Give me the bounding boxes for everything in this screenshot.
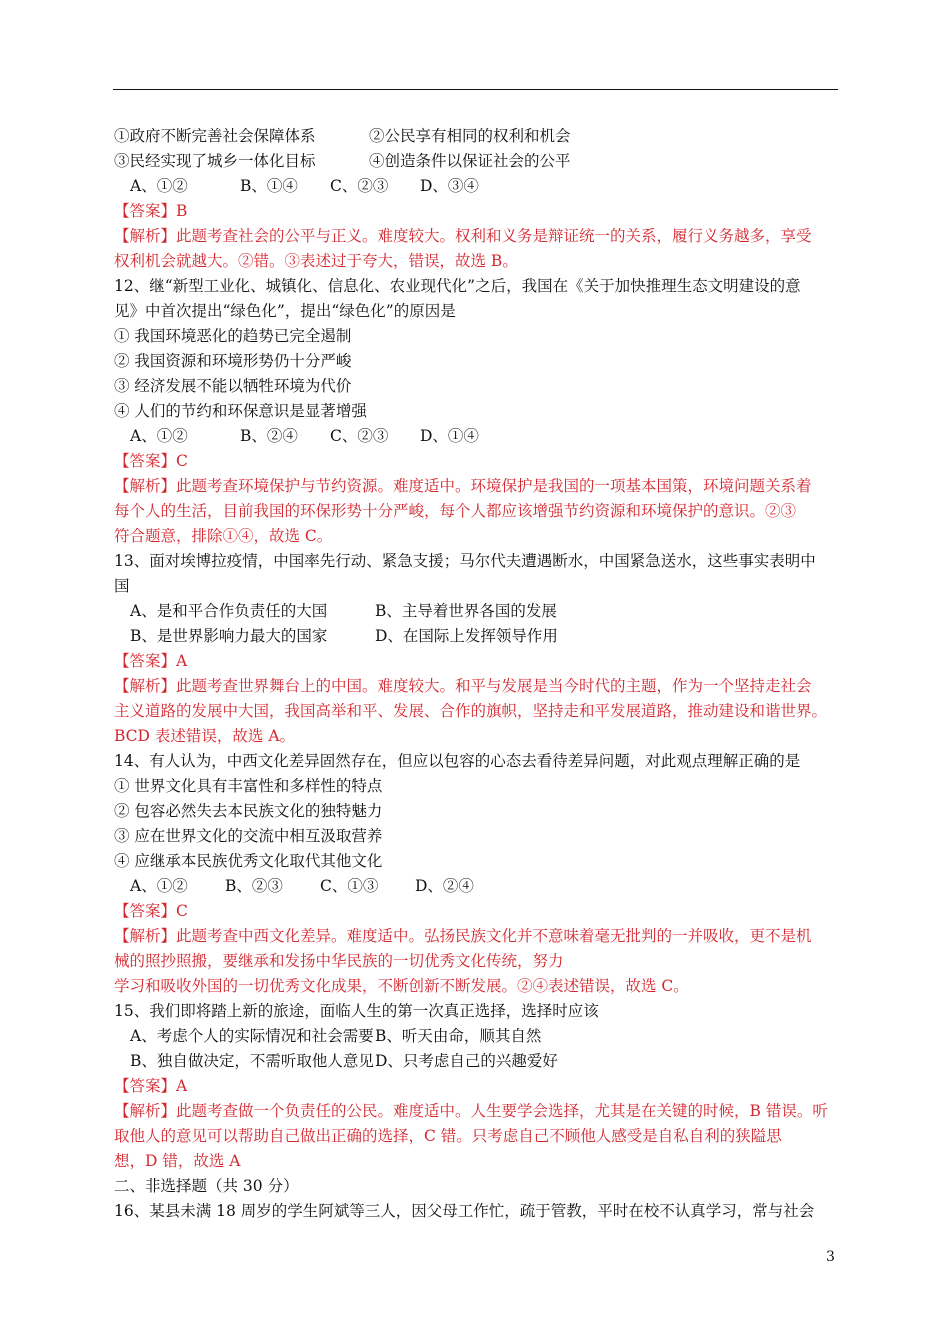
q15-analysis-line-3: 想，D 错，故选 A [114, 1152, 241, 1170]
header-rule [113, 89, 838, 90]
q15-analysis-line-1: 【解析】此题考查做一个负责任的公民。难度适中。人生要学会选择，尤其是在关键的时候，B 错误。听 [114, 1102, 828, 1120]
q14-choice-a: A、①② [130, 877, 188, 895]
q12-option-4: ④ 人们的节约和环保意识是显著增强 [114, 402, 367, 420]
q14-option-2: ② 包容必然失去本民族文化的独特魅力 [114, 802, 383, 820]
q15-option-a: A、考虑个人的实际情况和社会需要 [130, 1027, 374, 1045]
q11-analysis-line-1: 【解析】此题考查社会的公平与正义。难度较大。权利和义务是辩证统一的关系，履行义务越多，享受 [114, 227, 812, 245]
q11-choice-b: B、①④ [240, 177, 298, 195]
q11-options-row-2 [114, 149, 839, 174]
q14-choice-d: D、②④ [415, 877, 474, 895]
q14-choice-c: C、①③ [320, 877, 379, 895]
q14-option-4: ④ 应继承本民族优秀文化取代其他文化 [114, 852, 383, 870]
q12-option-2: ② 我国资源和环境形势仍十分严峻 [114, 352, 352, 370]
q11-option-2: ②公民享有相同的权利和机会 [369, 127, 571, 145]
q15-option-c: B、独自做决定，不需听取他人意见 [130, 1052, 374, 1070]
q12-analysis-line-1: 【解析】此题考查环境保护与节约资源。难度适中。环境保护是我国的一项基本国策，环境问题关系着 [114, 477, 812, 495]
q12-option-1: ① 我国环境恶化的趋势已完全遏制 [114, 327, 352, 345]
q11-option-4: ④创造条件以保证社会的公平 [369, 152, 571, 170]
q13-options-row-1 [114, 599, 839, 624]
q16-stem-line-1: 16、某县未满 18 周岁的学生阿斌等三人，因父母工作忙，疏于管教，平时在校不认真学习，常与社会 [114, 1202, 815, 1220]
q12-analysis-line-3: 符合题意，排除①④，故选 C。 [114, 527, 333, 545]
q14-analysis-line-2: 械的照抄照搬，要继承和发扬中华民族的一切优秀文化传统，努力 [114, 952, 564, 970]
q12-answer: 【答案】C [114, 452, 188, 470]
q14-option-1: ① 世界文化具有丰富性和多样性的特点 [114, 777, 383, 795]
q13-option-a: A、是和平合作负责任的大国 [130, 602, 328, 620]
q13-options-row-2 [114, 624, 839, 649]
q15-answer: 【答案】A [114, 1077, 188, 1095]
q13-option-b: B、主导着世界各国的发展 [375, 602, 557, 620]
q13-analysis-line-1: 【解析】此题考查世界舞台上的中国。难度较大。和平与发展是当今时代的主题，作为一个坚持走社会 [114, 677, 812, 695]
q15-option-d: D、只考虑自己的兴趣爱好 [375, 1052, 558, 1070]
q14-answer: 【答案】C [114, 902, 188, 920]
q12-option-3: ③ 经济发展不能以牺牲环境为代价 [114, 377, 352, 395]
q13-option-d: D、在国际上发挥领导作用 [375, 627, 558, 645]
q11-option-3: ③民经实现了城乡一体化目标 [114, 152, 316, 170]
q11-choice-c: C、②③ [330, 177, 389, 195]
q14-choice-b: B、②③ [225, 877, 283, 895]
q15-options-row-2 [114, 1049, 839, 1074]
q14-analysis-line-3: 学习和吸收外国的一切优秀文化成果，不断创新不断发展。②④表述错误，故选 C。 [114, 977, 689, 995]
q13-answer: 【答案】A [114, 652, 188, 670]
q11-answer: 【答案】B [114, 202, 188, 220]
q13-stem-line-1: 13、面对埃博拉疫情，中国率先行动、紧急支援；马尔代夫遭遇断水，中国紧急送水，这些事实表明中 [114, 552, 816, 570]
q14-choices [114, 874, 839, 899]
q15-option-b: B、听天由命，顺其自然 [375, 1027, 542, 1045]
q12-analysis-line-2: 每个人的生活，目前我国的环保形势十分严峻，每个人都应该增强节约资源和环境保护的意识。②③ [114, 502, 797, 520]
q13-stem-line-2: 国 [114, 577, 130, 595]
q12-stem-line-2: 见》中首次提出“绿色化”，提出“绿色化”的原因是 [114, 302, 456, 320]
q11-choices [114, 174, 839, 199]
q14-stem: 14、有人认为，中西文化差异固然存在，但应以包容的心态去看待差异问题，对此观点理解正确的是 [114, 752, 801, 770]
q11-option-1: ①政府不断完善社会保障体系 [114, 127, 316, 145]
q14-option-3: ③ 应在世界文化的交流中相互汲取营养 [114, 827, 383, 845]
q15-stem: 15、我们即将踏上新的旅途，面临人生的第一次真正选择，选择时应该 [114, 1002, 599, 1020]
q12-choice-c: C、②③ [330, 427, 389, 445]
q13-analysis-line-2: 主义道路的发展中大国，我国高举和平、发展、合作的旗帜，坚持走和平发展道路，推动建设和谐世界。 [114, 702, 828, 720]
q14-analysis-line-1: 【解析】此题考查中西文化差异。难度适中。弘扬民族文化并不意味着毫无批判的一并吸收，更不是机 [114, 927, 812, 945]
q11-analysis-line-2: 权利机会就越大。②错。③表述过于夸大，错误，故选 B。 [114, 252, 518, 270]
q15-analysis-line-2: 取他人的意见可以帮助自己做出正确的选择，C 错。只考虑自己不顾他人感受是自私自利的狭隘思 [114, 1127, 782, 1145]
page-number: 3 [826, 1249, 835, 1265]
page-body [114, 124, 839, 1224]
q12-choice-a: A、①② [130, 427, 188, 445]
q11-choice-a: A、①② [130, 177, 188, 195]
q12-choice-b: B、②④ [240, 427, 298, 445]
q11-options-row-1 [114, 124, 839, 149]
q11-choice-d: D、③④ [420, 177, 479, 195]
q12-choice-d: D、①④ [420, 427, 479, 445]
q12-stem-line-1: 12、继“新型工业化、城镇化、信息化、农业现代化”之后，我国在《关于加快推理生态文明建设的意 [114, 277, 801, 295]
q12-choices [114, 424, 839, 449]
q13-option-c: B、是世界影响力最大的国家 [130, 627, 328, 645]
q13-analysis-line-3: BCD 表述错误，故选 A。 [114, 727, 296, 745]
section-heading: 二、非选择题（共 30 分） [114, 1177, 299, 1195]
q15-options-row-1 [114, 1024, 839, 1049]
